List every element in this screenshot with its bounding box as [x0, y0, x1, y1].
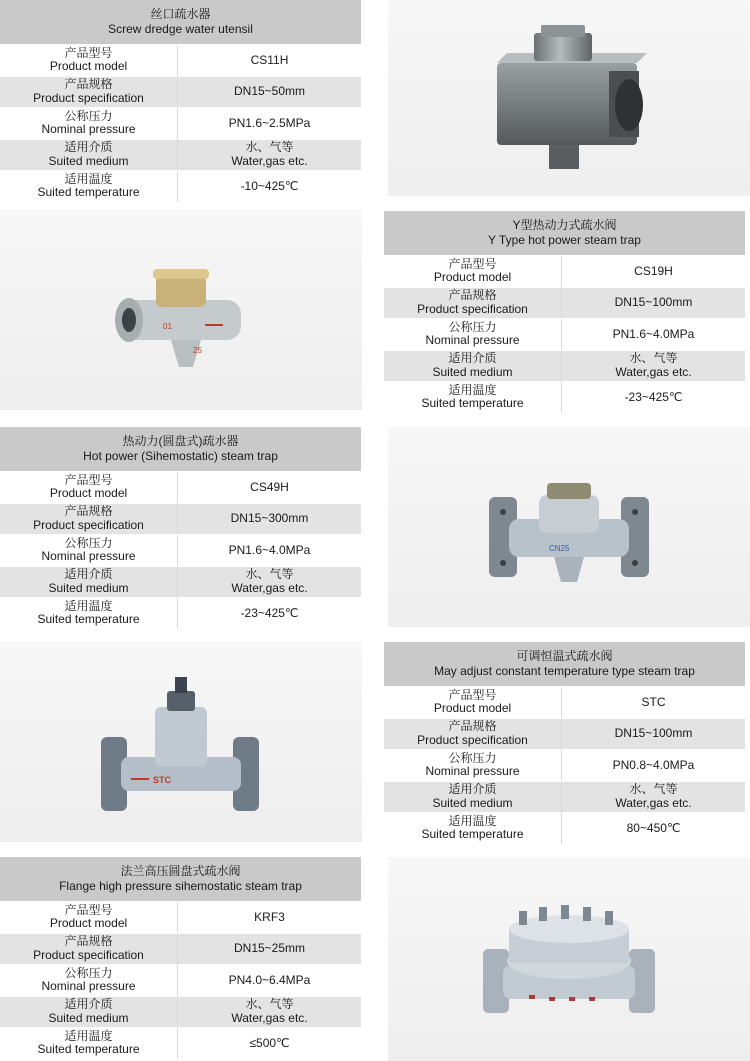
spec-label-cn: 适用温度: [64, 598, 113, 613]
spec-rows: [0, 44, 361, 202]
spec-value-text: Water,gas etc.: [231, 1010, 308, 1025]
spec-value: [178, 902, 361, 933]
spec-label: [0, 108, 178, 139]
spec-label-cn: 适用介质: [448, 782, 497, 797]
spec-value-text: -23~425℃: [240, 605, 299, 620]
spec-row: [0, 566, 361, 598]
spec-value: [178, 934, 361, 965]
spec-value-text: 80~450℃: [626, 820, 681, 835]
spec-label: [0, 472, 178, 503]
spec-label-en: Product specification: [417, 732, 528, 747]
spec-value: [178, 171, 361, 202]
spec-value: [562, 382, 745, 413]
spec-label: [0, 171, 178, 202]
spec-row: [384, 812, 745, 844]
spec-label-en: Suited temperature: [37, 185, 140, 200]
spec-label: [0, 934, 178, 965]
spec-label-cn: 公称压力: [448, 750, 497, 765]
spec-value-text: Water,gas etc.: [231, 153, 308, 168]
spec-label: [384, 351, 562, 382]
spec-label: [384, 750, 562, 781]
spec-label: [0, 535, 178, 566]
spec-value: [178, 472, 361, 503]
spec-label-en: Suited temperature: [37, 612, 140, 627]
spec-value: [562, 256, 745, 287]
spec-value-cn: 水、气等: [629, 782, 678, 797]
title-en: Hot power (Sihemostatic) steam trap: [83, 449, 278, 463]
table-header: [0, 857, 361, 901]
title-en: Y Type hot power steam trap: [488, 233, 641, 247]
spec-label-en: Product specification: [33, 517, 144, 532]
spec-label-en: Product specification: [33, 947, 144, 962]
spec-value-text: DN15~100mm: [614, 726, 693, 740]
spec-row: [0, 139, 361, 171]
spec-value: [178, 567, 361, 598]
spec-row: [384, 318, 745, 350]
spec-value-text: PN1.6~2.5MPa: [228, 115, 311, 130]
spec-label-cn: 适用介质: [64, 567, 113, 582]
y-type-trap-image: [101, 245, 261, 375]
spec-value: [562, 351, 745, 382]
spec-label-cn: 产品型号: [64, 45, 113, 60]
table-header: [384, 642, 745, 686]
spec-label: [0, 902, 178, 933]
spec-label-cn: 公称压力: [64, 965, 113, 980]
spec-label-cn: 公称压力: [64, 108, 113, 123]
spec-value-cn: 水、气等: [245, 140, 294, 155]
spec-value-text: DN15~50mm: [233, 84, 306, 98]
y-type-trap-photo: [0, 210, 362, 410]
flange-high-pressure-trap-photo: [388, 857, 750, 1061]
spec-label: [0, 140, 178, 171]
spec-label-cn: 适用温度: [64, 1028, 113, 1043]
spec-value: [178, 598, 361, 629]
title-cn: Y型热动力式疏水阀: [512, 218, 617, 232]
table-header: [0, 0, 361, 44]
spec-row: [0, 107, 361, 139]
spec-value-text: CS11H: [250, 52, 289, 67]
spec-label-cn: 产品规格: [448, 719, 497, 734]
thermostatic-trap-photo: [0, 642, 362, 842]
spec-value-text: Water,gas etc.: [615, 795, 692, 810]
spec-label: [384, 813, 562, 844]
spec-value: [562, 288, 745, 319]
spec-label-cn: 适用温度: [64, 171, 113, 186]
spec-label-en: Nominal pressure: [41, 122, 136, 137]
spec-label: [0, 77, 178, 108]
spec-label-en: Product model: [49, 486, 128, 501]
spec-label-cn: 产品型号: [448, 256, 497, 271]
spec-label: [0, 1028, 178, 1059]
spec-rows: [384, 255, 745, 413]
title-en: Screw dredge water utensil: [108, 22, 253, 36]
spec-label: [0, 997, 178, 1028]
spec-label-cn: 产品型号: [64, 902, 113, 917]
mark-stc: STC: [153, 775, 171, 785]
spec-row: [0, 901, 361, 933]
title-cn: 丝口疏水器: [150, 7, 211, 21]
spec-row: [0, 1027, 361, 1059]
spec-value: [178, 45, 361, 76]
spec-row: [384, 686, 745, 718]
spec-value-cn: 水、气等: [629, 351, 678, 366]
spec-label: [384, 319, 562, 350]
spec-row: [0, 964, 361, 996]
spec-value-text: Water,gas etc.: [231, 580, 308, 595]
flange-trap-image: [469, 889, 669, 1029]
spec-value-text: -23~425℃: [624, 389, 683, 404]
spec-value-text: Water,gas etc.: [615, 364, 692, 379]
spec-value-text: CS49H: [250, 479, 289, 494]
title-cn: 可调恒温式疏水阀: [516, 649, 613, 663]
spec-row: [0, 76, 361, 108]
spec-label-en: Suited medium: [48, 1010, 129, 1025]
spec-value-text: STC: [641, 694, 666, 709]
spec-label: [0, 504, 178, 535]
spec-value: [178, 77, 361, 108]
spec-value: [562, 687, 745, 718]
spec-label-cn: 产品型号: [448, 687, 497, 702]
spec-label-cn: 适用温度: [448, 813, 497, 828]
spec-row: [0, 170, 361, 202]
spec-label-en: Product model: [49, 59, 128, 74]
spec-label: [384, 782, 562, 813]
spec-label-cn: 产品规格: [448, 288, 497, 303]
spec-label-cn: 产品规格: [64, 934, 113, 949]
spec-value-text: DN15~100mm: [614, 295, 693, 309]
spec-label-cn: 适用介质: [64, 997, 113, 1012]
spec-value: [178, 108, 361, 139]
spec-label-cn: 产品规格: [64, 504, 113, 519]
spec-row: [384, 381, 745, 413]
spec-label-en: Suited medium: [48, 580, 129, 595]
spec-row: [0, 534, 361, 566]
spec-label: [0, 598, 178, 629]
thermostatic-trap-image: [81, 667, 281, 817]
spec-row: [384, 287, 745, 319]
table-header: [384, 211, 745, 255]
spec-label: [0, 45, 178, 76]
spec-value-text: PN1.6~4.0MPa: [228, 542, 311, 557]
title-en: Flange high pressure sihemostatic steam trap: [59, 879, 302, 893]
spec-label-cn: 适用介质: [448, 351, 497, 366]
spec-value-text: DN15~25mm: [233, 941, 306, 955]
spec-label-en: Suited medium: [432, 795, 513, 810]
spec-label-en: Nominal pressure: [41, 549, 136, 564]
spec-label-en: Nominal pressure: [425, 764, 520, 779]
spec-table-cs19h: [384, 211, 745, 413]
spec-value-text: PN0.8~4.0MPa: [612, 757, 695, 772]
spec-rows: [0, 901, 361, 1059]
spec-label-en: Product specification: [417, 301, 528, 316]
disc-trap-photo: [388, 427, 750, 627]
spec-value-text: ≤500℃: [249, 1035, 290, 1050]
spec-label-en: Product specification: [33, 90, 144, 105]
spec-row: [0, 503, 361, 535]
spec-row: [384, 749, 745, 781]
spec-value-text: PN1.6~4.0MPa: [612, 326, 695, 341]
table-header: [0, 427, 361, 471]
spec-row: [0, 996, 361, 1028]
spec-label: [384, 288, 562, 319]
spec-label: [384, 687, 562, 718]
spec-label-cn: 产品规格: [64, 77, 113, 92]
spec-value-text: PN4.0~6.4MPa: [228, 972, 311, 987]
spec-value: [562, 719, 745, 750]
spec-row: [384, 781, 745, 813]
spec-value: [178, 535, 361, 566]
spec-value: [178, 140, 361, 171]
screw-trap-image: [469, 13, 669, 183]
spec-table-cs49h: [0, 427, 361, 629]
spec-label-cn: 适用温度: [448, 382, 497, 397]
spec-label: [384, 382, 562, 413]
spec-label: [384, 256, 562, 287]
spec-value-cn: 水、气等: [245, 997, 294, 1012]
spec-row: [0, 933, 361, 965]
spec-label-cn: 产品型号: [64, 472, 113, 487]
mark-25: 25: [193, 346, 202, 355]
spec-rows: [384, 686, 745, 844]
spec-label-cn: 公称压力: [64, 535, 113, 550]
spec-table-cs11h: [0, 0, 361, 202]
spec-value: [178, 1028, 361, 1059]
spec-label-en: Nominal pressure: [41, 979, 136, 994]
spec-value-text: -10~425℃: [240, 178, 299, 193]
screw-trap-photo: [388, 0, 750, 196]
spec-value: [178, 997, 361, 1028]
spec-row: [384, 255, 745, 287]
spec-label: [0, 965, 178, 996]
spec-label-en: Suited temperature: [421, 396, 524, 411]
disc-trap-image: [469, 457, 669, 597]
spec-label-en: Product model: [433, 701, 512, 716]
spec-value: [178, 504, 361, 535]
mark-cn25: CN25: [549, 544, 570, 553]
spec-label-en: Suited temperature: [421, 827, 524, 842]
spec-value: [562, 750, 745, 781]
spec-label-cn: 适用介质: [64, 140, 113, 155]
spec-label-en: Suited medium: [432, 364, 513, 379]
spec-table-krf3: [0, 857, 361, 1059]
spec-value-text: DN15~300mm: [230, 511, 309, 525]
spec-value: [562, 319, 745, 350]
spec-table-stc: [384, 642, 745, 844]
spec-value-text: KRF3: [254, 909, 285, 924]
spec-row: [384, 350, 745, 382]
spec-label-en: Product model: [49, 916, 128, 931]
spec-row: [0, 44, 361, 76]
spec-row: [384, 718, 745, 750]
spec-label-en: Suited temperature: [37, 1042, 140, 1057]
spec-row: [0, 471, 361, 503]
spec-row: [0, 597, 361, 629]
spec-label: [384, 719, 562, 750]
mark-01: 01: [163, 322, 172, 331]
spec-label-en: Product model: [433, 270, 512, 285]
spec-rows: [0, 471, 361, 629]
title-cn: 热动力(圆盘式)疏水器: [122, 434, 239, 448]
title-en: May adjust constant temperature type steam trap: [434, 664, 695, 678]
spec-label-en: Nominal pressure: [425, 333, 520, 348]
spec-value: [178, 965, 361, 996]
spec-value: [562, 813, 745, 844]
spec-label-en: Suited medium: [48, 153, 129, 168]
spec-value-text: CS19H: [634, 263, 673, 278]
title-cn: 法兰高压圆盘式疏水阀: [120, 864, 241, 878]
spec-label-cn: 公称压力: [448, 319, 497, 334]
spec-value: [562, 782, 745, 813]
spec-value-cn: 水、气等: [245, 567, 294, 582]
spec-label: [0, 567, 178, 598]
